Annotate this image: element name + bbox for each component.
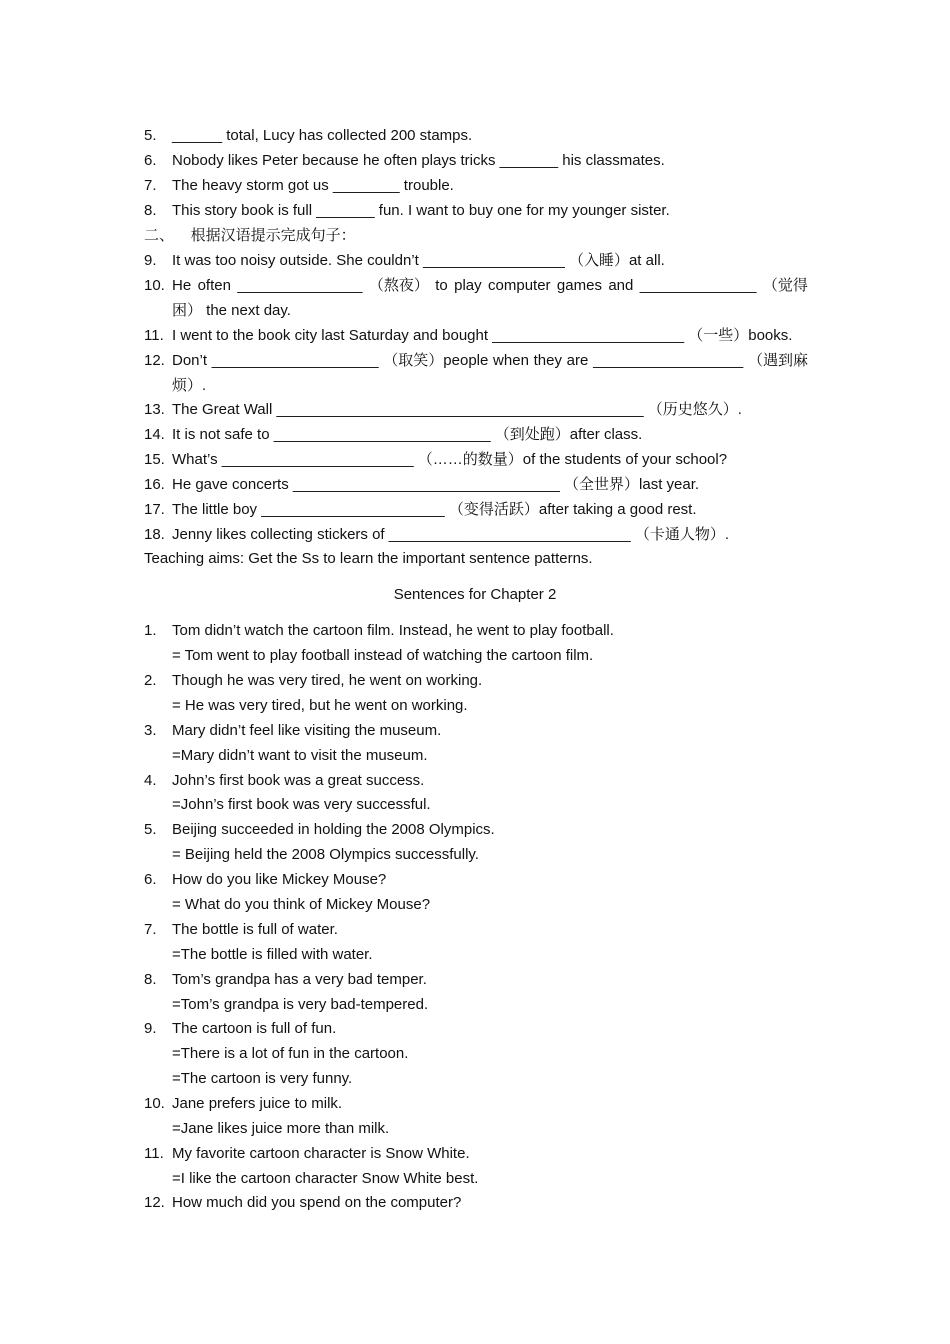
exercise-9: 9. It was too noisy outside. She couldn’t _________________ （入睡）at all. (144, 252, 665, 269)
teaching-aims: Teaching aims: Get the Ss to learn the important sentence patterns. (144, 550, 593, 567)
exercise-12-line-2: 烦）. (172, 377, 207, 394)
sentence-8-alt: =Tom’s grandpa is very bad-tempered. (172, 996, 429, 1013)
sentence-2-alt: = He was very tired, but he went on working. (172, 697, 468, 714)
exercise-7: 7. The heavy storm got us ________ trouble. (144, 177, 454, 194)
chapter-title: Sentences for Chapter 2 (393, 586, 557, 603)
sentence-5: 5. Beijing succeeded in holding the 2008 Olympics. (144, 821, 495, 838)
exercise-10-line-2: 困） the next day. (172, 302, 291, 319)
sentence-2: 2. Though he was very tired, he went on working. (144, 672, 483, 689)
sentence-9-alt-2: =The cartoon is very funny. (172, 1070, 353, 1087)
exercise-13: 13. The Great Wall ____________________________________________ （历史悠久）. (144, 401, 742, 418)
sentence-11-alt: =I like the cartoon character Snow White best. (172, 1170, 479, 1187)
sentence-8: 8. Tom’s grandpa has a very bad temper. (144, 971, 427, 988)
sentence-3-alt: =Mary didn’t want to visit the museum. (172, 747, 428, 764)
sentence-6-alt: = What do you think of Mickey Mouse? (172, 896, 431, 913)
sentence-5-alt: = Beijing held the 2008 Olympics successfully. (172, 846, 479, 863)
exercise-6: 6. Nobody likes Peter because he often plays tricks _______ his classmates. (144, 152, 665, 169)
sentence-4: 4. John’s first book was a great success. (144, 772, 425, 789)
exercise-8: 8. This story book is full _______ fun. I want to buy one for my younger sister. (144, 202, 670, 219)
exercise-5: 5. ______ total, Lucy has collected 200 stamps. (144, 127, 473, 144)
exercise-11: 11. I went to the book city last Saturday and bought _______________________ （一些）books. (144, 327, 793, 344)
exercise-14: 14. It is not safe to __________________________ （到处跑）after class. (144, 426, 643, 443)
sentence-3: 3. Mary didn’t feel like visiting the museum. (144, 722, 442, 739)
exercise-10-line-1: He often _______________ （熬夜） to play computer games and ______________ （觉得 (172, 277, 808, 294)
exercise-15: 15. What’s _______________________ （……的数量）of the students of your school? (144, 451, 728, 468)
sentence-10: 10. Jane prefers juice to milk. (144, 1095, 343, 1112)
exercise-12: 12. Don’t ____________________ （取笑）people when they are __________________ （遇到麻 (144, 348, 808, 373)
exercise-10: 10. He often _______________ （熬夜） to play computer games and ______________ （觉得 (144, 273, 808, 298)
sentence-9-alt-1: =There is a lot of fun in the cartoon. (172, 1045, 409, 1062)
section-2-heading: 二、 根据汉语提示完成句子： (144, 227, 356, 244)
exercise-12-line-1: Don’t ____________________ （取笑）people when they are __________________ （遇到麻 (172, 352, 808, 369)
sentence-7: 7. The bottle is full of water. (144, 921, 338, 938)
sentence-1: 1. Tom didn’t watch the cartoon film. Instead, he went to play football. (144, 622, 614, 639)
sentence-10-alt: =Jane likes juice more than milk. (172, 1120, 390, 1137)
sentence-11: 11. My favorite cartoon character is Snow White. (144, 1145, 470, 1162)
sentence-9: 9. The cartoon is full of fun. (144, 1020, 337, 1037)
exercise-17: 17. The little boy ______________________ （变得活跃）after taking a good rest. (144, 501, 697, 518)
sentence-1-alt: = Tom went to play football instead of watching the cartoon film. (172, 647, 594, 664)
sentence-6: 6. How do you like Mickey Mouse? (144, 871, 387, 888)
sentence-12: 12. How much did you spend on the computer? (144, 1194, 462, 1211)
exercise-16: 16. He gave concerts ________________________________ （全世界）last year. (144, 476, 700, 493)
sentence-7-alt: =The bottle is filled with water. (172, 946, 373, 963)
sentence-4-alt: =John’s first book was very successful. (172, 796, 431, 813)
exercise-18: 18. Jenny likes collecting stickers of _____________________________ （卡通人物）. (144, 526, 730, 543)
